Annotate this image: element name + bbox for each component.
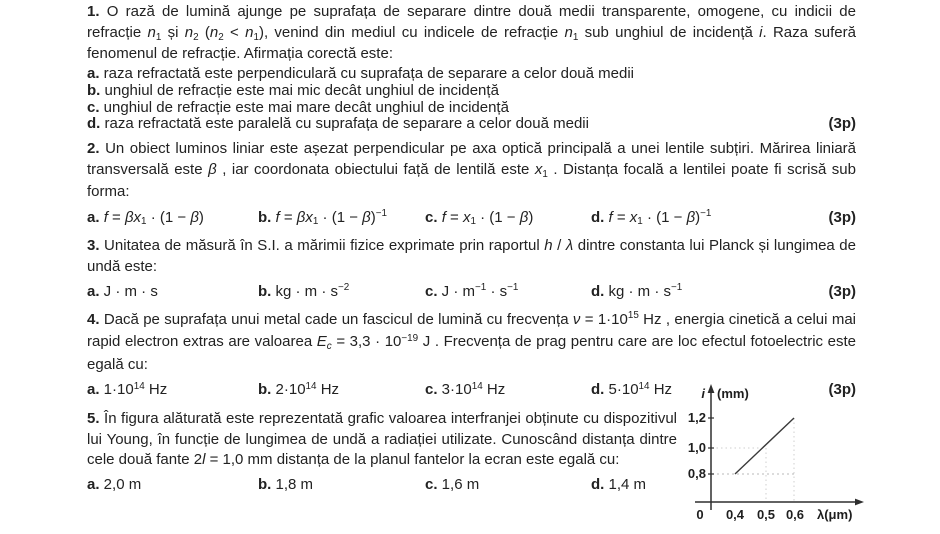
question-1-option-d-text: d. raza refractată este paralelă cu suprafața de separare a celor două medii xyxy=(87,115,589,133)
x-tick-label-0-5: 0,5 xyxy=(756,507,776,522)
question-1-option-a: a. raza refractată este perpendiculară cu suprafața de separare a celor două medii xyxy=(87,65,634,83)
question-2 xyxy=(87,138,856,229)
question-1-option-b: b. unghiul de refracție este mai mic decât unghiul de incidență xyxy=(87,81,499,99)
question-3-option-b: b. kg · $m \cdot s^{-2}$ xyxy=(258,282,350,300)
question-1-option-d xyxy=(87,116,856,133)
question-2-option-c: c. $f = x_1 \cdot (1 - \beta)$ xyxy=(425,208,534,228)
question-3-option-c: c. $J \cdot m^{-1} \cdot s^{-1}$ xyxy=(425,282,519,300)
question-4-text: 4. Dacă pe suprafața unui metal cade un fascicul de lumină cu frecvența $\nu = 1\cdot 10^{15}$ Hz , energia cinetică a celui mai rapid electron extras are valoarea $E_c = 3,3 \cdot 10^{-19}$ J . Frecvența de prag pentru care are loc efectul fotoelectric este egală cu: xyxy=(87,310,856,373)
points-badge-3: (3p) xyxy=(828,282,856,300)
points-badge-2: (3p) xyxy=(828,208,856,226)
question-1-text: 1. O rază de lumină ajunge pe suprafața de separare dintre două medii transparente, omogene, cu indicii de refracție $n_1$ și $n_2$ $(n_2 < n_1)$, venind din mediul cu indicele de refracție $n_1$ sub unghiul de incidență i. Raza suferă fenomenul de refracție. Afirmația corectă este: xyxy=(87,3,856,62)
question-1-option-c: c. unghiul de refracție este mai mare decât unghiul de incidență xyxy=(87,98,509,116)
x-axis-label: λ(μm) xyxy=(817,507,853,522)
interference-figure xyxy=(681,380,886,529)
question-4-option-d: d. $5\cdot 10^{14}$ Hz xyxy=(591,380,673,399)
question-5-option-b: b. 1,8 m xyxy=(258,475,314,493)
question-4-option-a: a. $1\cdot 10^{14}$ Hz xyxy=(87,380,168,399)
data-line xyxy=(735,418,794,474)
y-axis-variable-label: i xyxy=(701,386,705,401)
y-axis-unit-label: (mm) xyxy=(717,386,749,401)
question-5-option-a: a. 2,0 m xyxy=(87,475,142,493)
interference-graph xyxy=(681,380,886,529)
x-tick-label-0-6: 0,6 xyxy=(785,507,805,522)
y-tick-label-1-2: 1,2 xyxy=(687,410,706,425)
question-2-option-b: b. $f = \beta x_1 \cdot (1 - \beta)^{-1}$ xyxy=(258,208,387,228)
x-axis-arrow-icon xyxy=(855,499,864,506)
y-tick-label-1-0: 1,0 xyxy=(687,440,706,455)
question-3-option-d: d. kg · $m \cdot s^{-1}$ xyxy=(591,282,683,300)
question-2-options xyxy=(87,207,856,229)
question-5-text: 5. În figura alăturată este reprezentată grafic valoarea interfranjei obținute cu dispozitivul lui Young, în funcție de lungimea de undă a radiației utilizate. Cunoscând distanța dintre cele două fante 2l = 1,0 mm distanța de la planul fantelor la ecran este egală cu: xyxy=(87,410,677,469)
question-3-options xyxy=(87,281,856,303)
y-tick-label-0-8: 0,8 xyxy=(687,466,706,481)
x-tick-label-0-4: 0,4 xyxy=(725,507,745,522)
question-5-option-d: d. 1,4 m xyxy=(591,475,647,493)
question-3 xyxy=(87,235,856,303)
question-4-option-c: c. $3\cdot 10^{14}$ Hz xyxy=(425,380,506,399)
question-1-options xyxy=(87,66,856,132)
origin-label: 0 xyxy=(696,507,704,522)
question-4-option-b: b. $2\cdot 10^{14}$ Hz xyxy=(258,380,340,399)
question-5-option-c: c. 1,6 m xyxy=(425,475,480,493)
question-2-option-d: d. $f = x_1 \cdot (1 - \beta)^{-1}$ xyxy=(591,208,712,228)
question-2-text: 2. Un obiect luminos liniar este așezat perpendicular pe axa optică principală a unei lentile subțiri. Mărirea liniară transversală este β , iar coordonata obiectului față de lentilă este $x_1$ . Distanța focală a lentilei poate fi scrisă sub forma: xyxy=(87,139,856,200)
y-axis-arrow-icon xyxy=(708,384,715,393)
points-badge-4: (3p) xyxy=(828,381,856,399)
question-1 xyxy=(87,2,856,133)
question-3-option-a: a. J · m · s xyxy=(87,282,158,300)
points-badge-1: (3p) xyxy=(828,115,856,133)
question-2-option-a: a. $f = \beta x_1 \cdot (1 - \beta)$ xyxy=(87,208,204,228)
question-3-text: 3. Unitatea de măsură în S.I. a mărimii fizice exprimate prin raportul h / λ dintre constanta lui Planck și lungimea de undă este: xyxy=(87,236,856,275)
